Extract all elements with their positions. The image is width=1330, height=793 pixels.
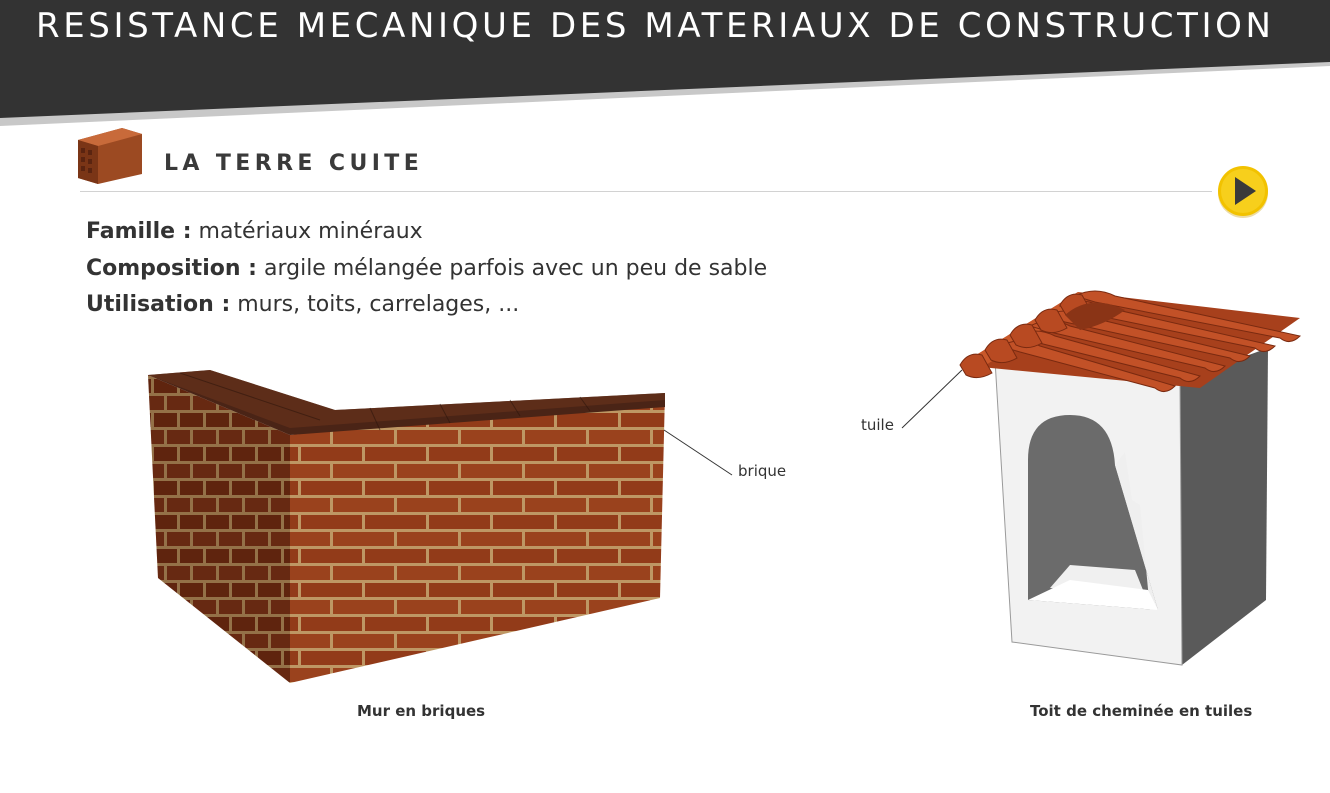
- tuile-callout: tuile: [861, 416, 894, 434]
- property-label: Composition :: [86, 255, 257, 281]
- next-slide-button[interactable]: [1216, 164, 1270, 218]
- section-title: LA TERRE CUITE: [164, 151, 424, 176]
- chimney-roof-illustration: [900, 270, 1310, 670]
- property-label: Famille :: [86, 219, 192, 244]
- property-value: argile mélangée parfois avec un peu de sable: [256, 255, 768, 281]
- wall-caption: Mur en briques: [357, 702, 486, 720]
- section-divider: [80, 191, 1212, 192]
- slide-title: RESISTANCE MECANIQUE DES MATERIAUX DE CONSTRUCTION: [36, 6, 1275, 46]
- property-value: murs, toits, carrelages, ...: [230, 292, 520, 317]
- property-famille: [86, 214, 767, 251]
- property-value: matériaux minéraux: [191, 219, 423, 244]
- brique-callout: brique: [738, 462, 787, 480]
- play-icon: [1216, 164, 1270, 218]
- brick-icon: [78, 128, 142, 184]
- property-utilisation: [86, 287, 767, 324]
- brick-wall-illustration: [140, 360, 670, 685]
- property-composition: [86, 251, 767, 288]
- material-properties: [86, 214, 767, 324]
- roof-caption: Toit de cheminée en tuiles: [1030, 702, 1253, 720]
- property-label: Utilisation :: [86, 292, 231, 317]
